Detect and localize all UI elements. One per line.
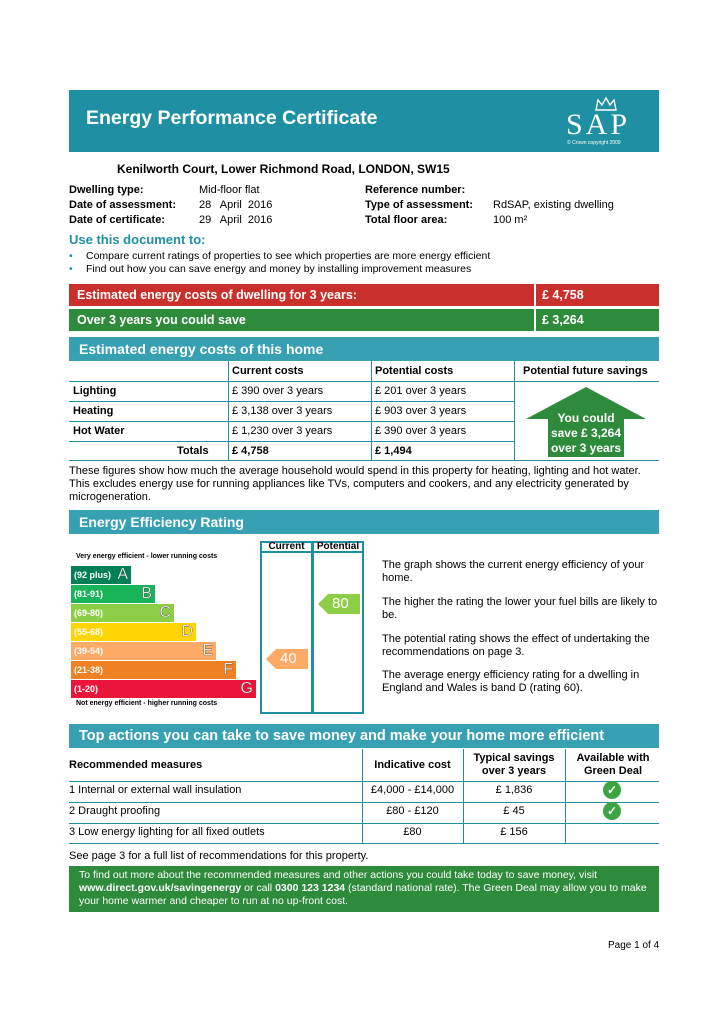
col-header-savings: Potential future savings <box>523 365 648 377</box>
potential-column <box>312 541 364 714</box>
measure-savings: £ 45 <box>503 805 525 817</box>
type-assessment-value: RdSAP, existing dwelling <box>493 199 614 211</box>
divider <box>69 460 659 461</box>
savings-line-3: over 3 years <box>550 441 622 455</box>
sap-logo-text: SAP <box>566 108 631 141</box>
row-label-heating: Heating <box>73 405 114 417</box>
col-header-current: Current costs <box>232 365 304 377</box>
floor-area-value: 100 m² <box>493 214 528 226</box>
footer-text: To find out more about the recommended measures and other actions you could take today to save money, visit <box>79 869 598 881</box>
rating-band-e <box>71 642 216 660</box>
col-header-green-deal: Available with Green Deal <box>576 752 650 777</box>
divider <box>69 441 514 442</box>
savings-arrow-text <box>539 411 633 456</box>
date-certificate-value: 29 April 2016 <box>199 214 273 226</box>
divider <box>228 361 229 461</box>
divider <box>69 823 659 824</box>
actions-section-title: Top actions you can take to save money and make your home more efficient <box>69 724 659 748</box>
costs-section-title: Estimated energy costs of this home <box>69 337 659 361</box>
divider <box>69 802 659 803</box>
divider <box>69 843 659 844</box>
total-potential: £ 1,494 <box>375 445 412 457</box>
divider <box>565 749 566 844</box>
costs-table <box>69 361 659 461</box>
estimated-costs-value: £ 4,758 <box>534 284 659 306</box>
efficiency-text: The higher the rating the lower your fuel bills are likely to be. <box>382 596 658 621</box>
savings-value: £ 3,264 <box>534 309 659 331</box>
savings-line-2: save £ 3,264 <box>550 426 622 440</box>
total-current: £ 4,758 <box>232 445 269 457</box>
use-bullet-text: Find out how you can save energy and money by installing improvement measures <box>86 263 472 275</box>
band-range: (92 plus) <box>74 570 112 580</box>
use-bullet-text: Compare current ratings of properties to see which properties are more energy efficient <box>86 250 491 262</box>
measure-cost: £4,000 - £14,000 <box>370 784 455 796</box>
col-header-cost: Indicative cost <box>374 759 451 771</box>
measure-name: 3 Low energy lighting for all fixed outlets <box>69 826 265 838</box>
row-label-lighting: Lighting <box>73 385 117 397</box>
efficient-label: Very energy efficient - lower running costs <box>76 553 218 560</box>
cell-current: £ 1,230 over 3 years <box>232 425 333 437</box>
date-certificate-label: Date of certificate: <box>69 214 165 226</box>
green-deal-check-icon: ✓ <box>603 781 621 799</box>
divider <box>69 401 514 402</box>
current-column <box>260 541 313 714</box>
row-label-hot-water: Hot Water <box>73 425 125 437</box>
green-deal-check-icon: ✓ <box>603 802 621 820</box>
estimated-costs-label: Estimated energy costs of dwelling for 3 years: <box>77 288 357 302</box>
divider <box>69 421 514 422</box>
current-rating-arrow <box>266 649 308 669</box>
cell-potential: £ 390 over 3 years <box>375 425 467 437</box>
rating-band-a <box>71 566 131 584</box>
band-letter: E <box>202 642 213 659</box>
band-range: (81-91) <box>74 589 104 599</box>
footer-phone: 0300 123 1234 <box>275 882 346 894</box>
measure-cost: £80 <box>403 826 422 838</box>
band-letter: D <box>181 623 193 640</box>
rating-band-f <box>71 661 236 679</box>
reference-label: Reference number: <box>365 184 466 196</box>
inefficient-label: Not energy efficient - higher running costs <box>76 700 218 707</box>
date-assessment-value: 28 April 2016 <box>199 199 273 211</box>
rating-band-d <box>71 623 196 641</box>
band-letter: F <box>223 661 233 678</box>
col-header-potential: Potential costs <box>375 365 454 377</box>
cell-potential: £ 903 over 3 years <box>375 405 467 417</box>
info-footer <box>69 866 659 912</box>
dwelling-type-value: Mid-floor flat <box>199 184 260 196</box>
divider <box>371 361 372 461</box>
potential-rating-arrow <box>318 594 360 614</box>
efficiency-section-title: Energy Efficiency Rating <box>69 510 659 534</box>
band-range: (1-20) <box>74 684 99 694</box>
band-letter: B <box>141 585 152 602</box>
potential-header: Potential <box>316 541 360 552</box>
efficiency-text: The potential rating shows the effect of undertaking the recommendations on page 3. <box>382 633 650 658</box>
footer-link[interactable]: www.direct.gov.uk/savingenergy <box>79 882 242 894</box>
band-range: (21-38) <box>74 665 104 675</box>
band-letter: G <box>240 680 253 697</box>
measure-savings: £ 156 <box>500 826 528 838</box>
see-page-note: See page 3 for a full list of recommendations for this property. <box>69 850 369 862</box>
type-assessment-label: Type of assessment: <box>365 199 474 211</box>
measure-cost: £80 - £120 <box>386 805 439 817</box>
band-range: (55-68) <box>74 627 104 637</box>
use-bullet: • Find out how you can save energy and money by installing improvement measures <box>69 263 472 275</box>
rating-band-c <box>71 604 174 622</box>
measure-savings: £ 1,836 <box>495 784 533 796</box>
footer-text: (standard national rate). The Green Deal may allow you to make your home warmer and cheaper to run at no up-front cost. <box>79 882 647 907</box>
totals-label: Totals <box>177 445 209 457</box>
divider <box>514 361 515 461</box>
divider <box>69 781 659 782</box>
band-letter: A <box>117 566 128 583</box>
measure-name: 2 Draught proofing <box>69 805 161 817</box>
col-header-typical-savings: Typical savings over 3 years <box>473 752 555 777</box>
dwelling-type-label: Dwelling type: <box>69 184 144 196</box>
cell-potential: £ 201 over 3 years <box>375 385 467 397</box>
measure-name: 1 Internal or external wall insulation <box>69 784 242 796</box>
current-header: Current <box>268 541 305 552</box>
floor-area-label: Total floor area: <box>365 214 448 226</box>
actions-table <box>69 749 659 844</box>
property-address: Kenilworth Court, Lower Richmond Road, LONDON, SW15 <box>117 162 450 176</box>
savings-line-1: You could <box>557 411 615 425</box>
use-document-title: Use this document to: <box>69 232 206 247</box>
copyright-text: © Crown copyright 2009 <box>567 140 621 146</box>
potential-rating-value: 80 <box>332 595 349 612</box>
band-range: (39-54) <box>74 646 104 656</box>
savings-label: Over 3 years you could save <box>77 313 246 327</box>
date-assessment-label: Date of assessment: <box>69 199 176 211</box>
band-range: (69-80) <box>74 608 104 618</box>
estimated-costs-bar <box>69 284 659 306</box>
rating-band-g <box>71 680 256 698</box>
current-rating-value: 40 <box>280 650 297 667</box>
rating-band-b <box>71 585 155 603</box>
use-bullet: • Compare current ratings of properties to see which properties are more energy efficient <box>69 250 491 262</box>
cell-current: £ 390 over 3 years <box>232 385 324 397</box>
col-header-measures: Recommended measures <box>69 759 203 771</box>
efficiency-text: The average energy efficiency rating for a dwelling in England and Wales is band D (rating 60). <box>382 669 640 694</box>
band-letter: C <box>159 604 171 621</box>
efficiency-text: The graph shows the current energy efficiency of your home. <box>382 559 645 584</box>
costs-note: These figures show how much the average household would spend in this property for heating, lighting and hot water. This excludes energy use for running appliances like TVs, computers and cookers, and any electricity generated by microgeneration. <box>69 465 641 503</box>
footer-text: or call <box>241 882 276 894</box>
cell-current: £ 3,138 over 3 years <box>232 405 333 417</box>
sap-logo <box>560 94 650 150</box>
savings-bar <box>69 309 659 331</box>
page-title: Energy Performance Certificate <box>86 107 378 129</box>
divider <box>69 381 659 382</box>
page-number: Page 1 of 4 <box>608 940 660 951</box>
